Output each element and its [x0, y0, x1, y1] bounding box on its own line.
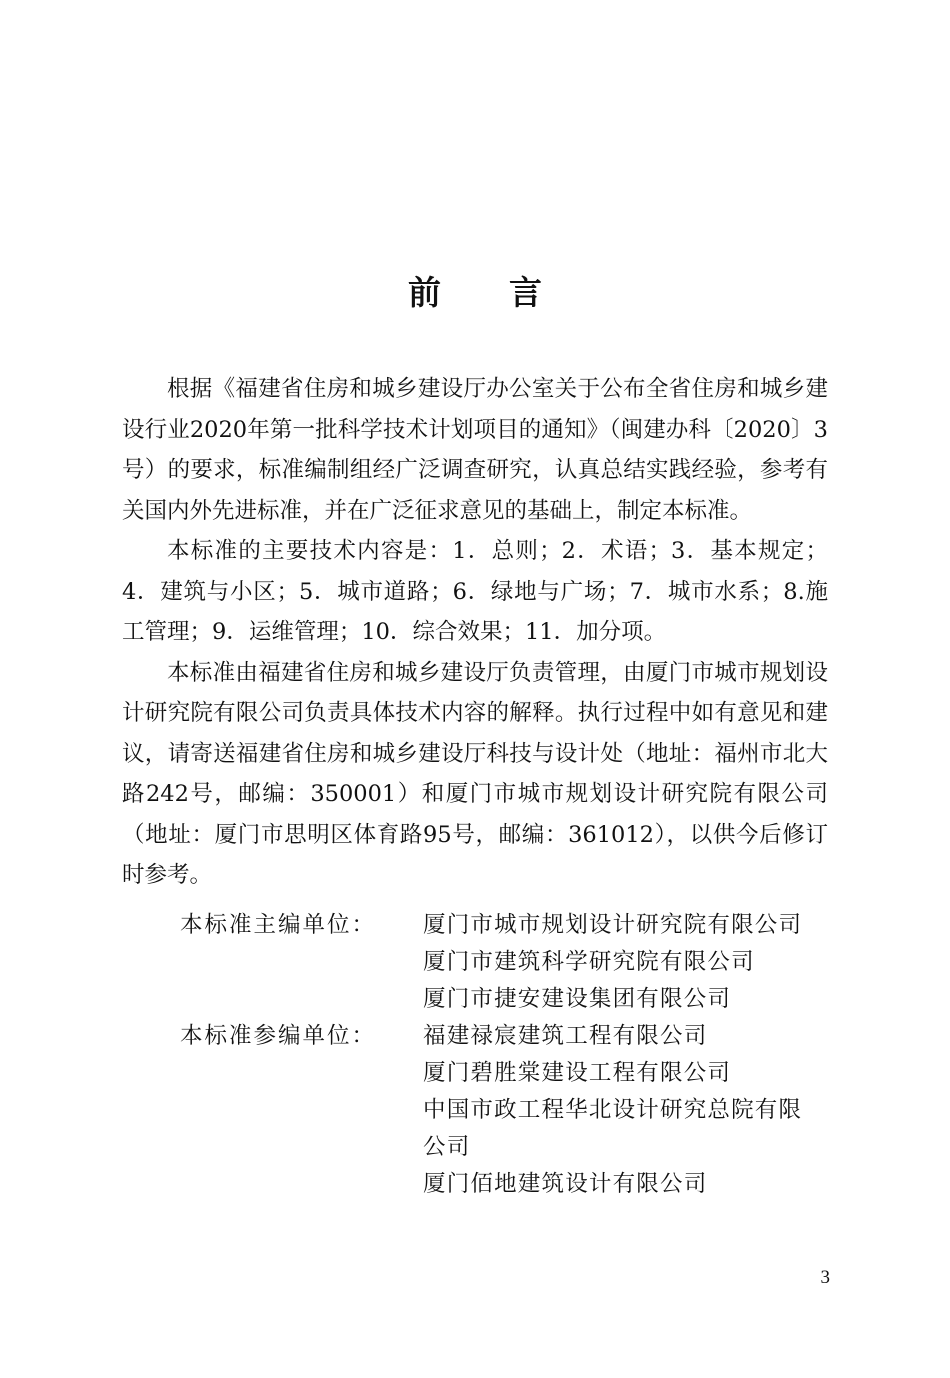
participating-units	[0, 1018, 950, 1203]
participating-units-list	[423, 1018, 823, 1203]
page-number: 3	[820, 1267, 830, 1288]
editing-units	[0, 907, 950, 1203]
unit-item: 厦门碧胜棠建设工程有限公司	[423, 1060, 732, 1086]
unit-item: 厦门市捷安建设集团有限公司	[423, 986, 732, 1012]
unit-item: 福建禄宸建筑工程有限公司	[423, 1023, 708, 1049]
unit-item: 厦门市建筑科学研究院有限公司	[423, 949, 755, 975]
chief-editing-units	[0, 907, 950, 1018]
chief-editing-units-list	[423, 907, 823, 1018]
unit-item: 中国市政工程华北设计研究总院有限公司	[423, 1097, 803, 1160]
unit-item: 厦门市城市规划设计研究院有限公司	[423, 912, 803, 938]
preface-paragraph-3: 本标准由福建省住房和城乡建设厅负责管理，由厦门市城市规划设计研究院有限公司负责具体技术内容的解释。执行过程中如有意见和建议，请寄送福建省住房和城乡建设厅科技与设计处（地址：福州市北大路242号，邮编：350001）和厦门市城市规划设计研究院有限公司（地址：厦门市思明区体育路95号，邮编：361012），以供今后修订时参考。	[122, 659, 828, 888]
unit-item: 厦门佰地建筑设计有限公司	[423, 1171, 708, 1197]
participating-units-label: 本标准参编单位：	[180, 1023, 377, 1049]
preface-paragraph-1: 根据《福建省住房和城乡建设厅办公室关于公布全省住房和城乡建设行业2020年第一批科学技术计划项目的通知》（闽建办科〔2020〕3号）的要求，标准编制组经广泛调查研究，认真总结实践经验，参考有关国内外先进标准，并在广泛征求意见的基础上，制定本标准。	[122, 376, 828, 524]
preface-body	[122, 369, 828, 896]
preface-paragraph-2: 本标准的主要技术内容是：1．总则；2．术语；3．基本规定；4．建筑与小区；5．城市道路；6．绿地与广场；7．城市水系；8.施工管理；9．运维管理；10．综合效果；11．加分项。	[122, 538, 828, 645]
chief-editing-units-label: 本标准主编单位：	[180, 912, 377, 938]
page-title: 前言	[408, 273, 610, 312]
